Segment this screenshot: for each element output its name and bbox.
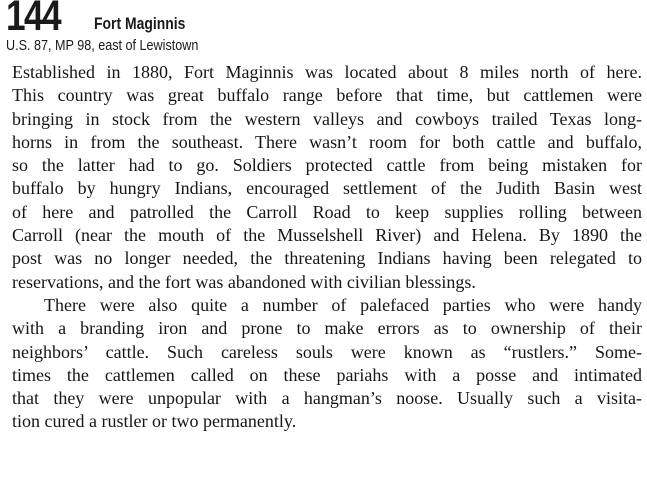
paragraph-line: Established in 1880, Fort Maginnis was located about 8 miles north of here. bbox=[12, 62, 642, 82]
marker-body-text bbox=[12, 61, 642, 434]
marker-header bbox=[6, 0, 406, 60]
paragraph-line: that they were unpopular with a hangman’s noose. Usually such a visita- bbox=[12, 388, 642, 409]
paragraph-line: This country was great buffalo range before that time, but cattlemen were bbox=[12, 85, 642, 106]
paragraph-line: neighbors’ cattle. Such careless souls were known as “rustlers.” Some- bbox=[12, 341, 642, 362]
paragraph-line: bringing in stock from the western valleys and cowboys trailed Texas long- bbox=[12, 108, 642, 129]
paragraph-1 bbox=[12, 61, 642, 294]
paragraph-line: post was no longer needed, the threatening Indians having been relegated to bbox=[12, 248, 642, 269]
paragraph-line: Carroll (near the mouth of the Musselshell River) and Helena. By 1890 the bbox=[12, 225, 642, 246]
paragraph-line: of here and patrolled the Carroll Road to keep supplies rolling between bbox=[12, 201, 642, 222]
paragraph-line: so the latter had to go. Soldiers protected cattle from being mistaken for bbox=[12, 155, 642, 176]
paragraph-line: with a branding iron and prone to make errors as to ownership of their bbox=[12, 318, 642, 339]
marker-title: Fort Maginnis bbox=[94, 14, 186, 33]
paragraph-line: horns in from the southeast. There wasn’t room for both cattle and buffalo, bbox=[12, 131, 642, 152]
paragraph-line: There were also quite a number of palefaced parties who were handy bbox=[44, 294, 642, 315]
paragraph-line: reservations, and the fort was abandoned with civilian blessings. bbox=[12, 271, 476, 292]
paragraph-line: tion cured a rustler or two permanently. bbox=[12, 411, 297, 432]
marker-number: 144 bbox=[6, 0, 60, 40]
paragraph-line: buffalo by hungry Indians, encouraged settlement of the Judith Basin west bbox=[12, 178, 642, 199]
paragraph-line: times the cattlemen called on these pariahs with a posse and intimated bbox=[12, 364, 642, 385]
marker-location: U.S. 87, MP 98, east of Lewistown bbox=[6, 37, 199, 54]
paragraph-2 bbox=[12, 294, 642, 434]
